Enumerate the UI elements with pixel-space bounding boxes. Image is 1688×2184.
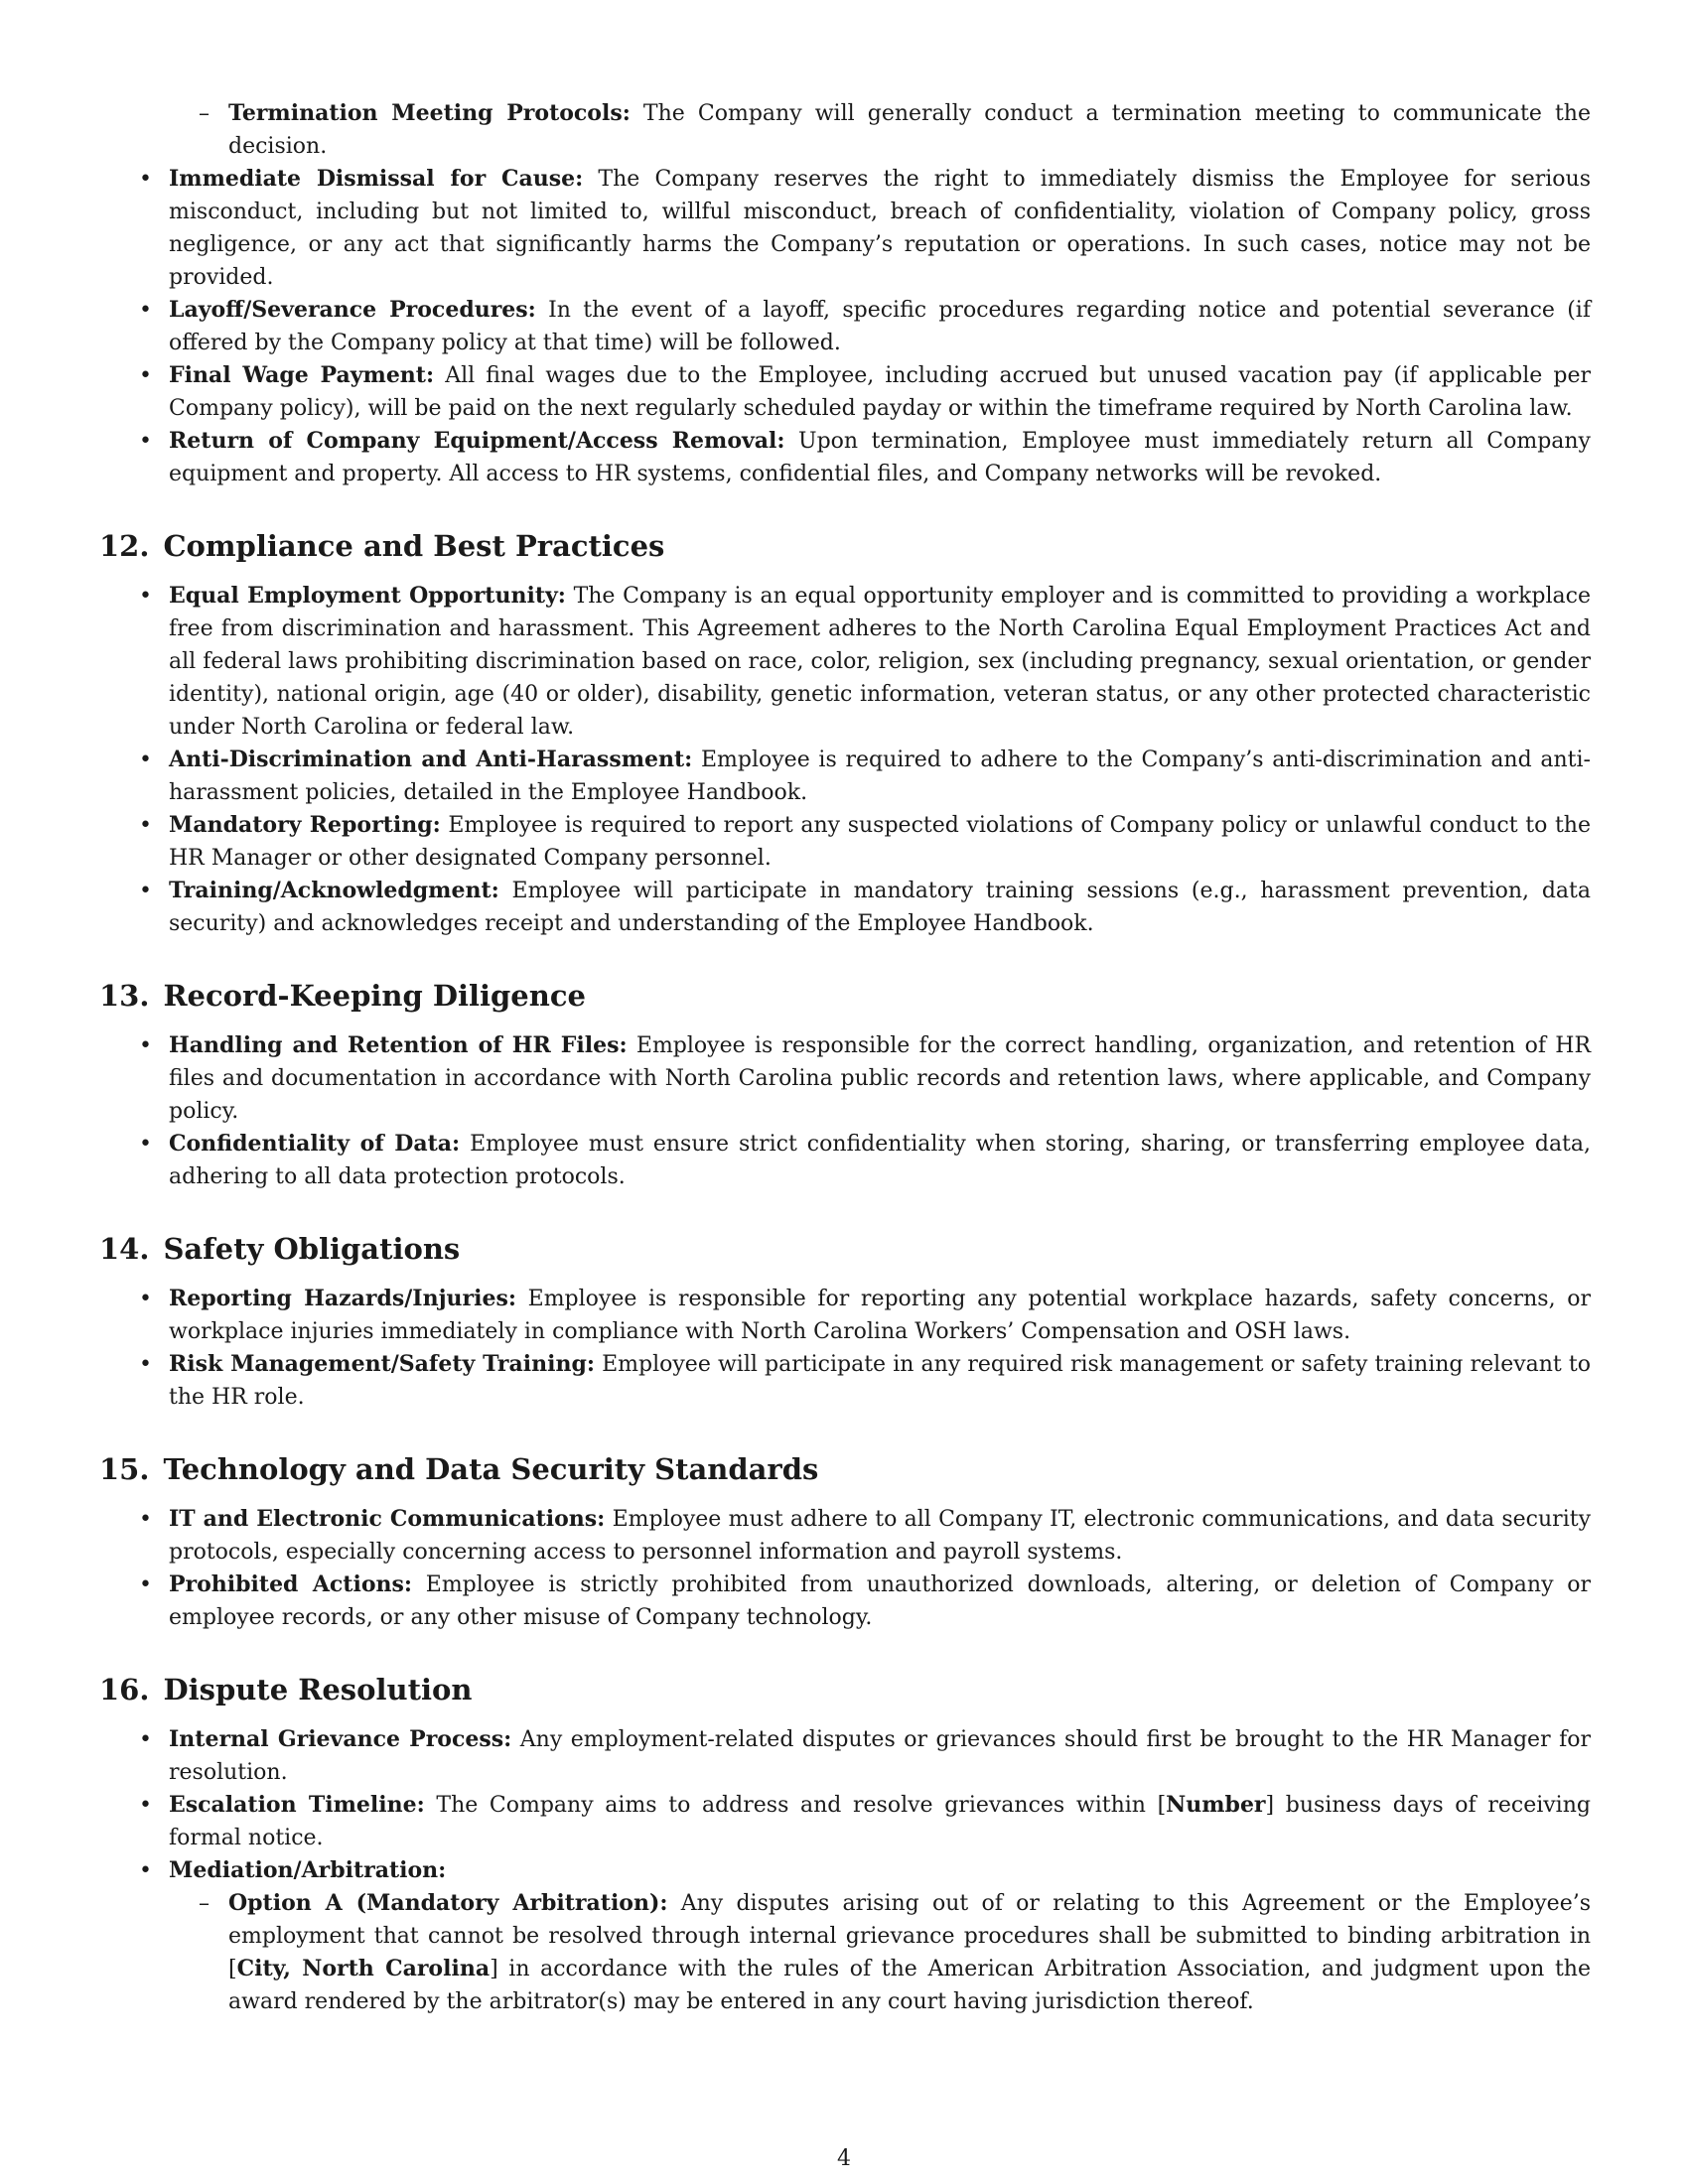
section-title: Safety Obligations [163, 1232, 461, 1266]
bullet-marker: • [139, 1033, 152, 1058]
section-heading [99, 528, 1591, 564]
list-item [99, 1854, 1591, 1887]
bullet-marker: • [139, 298, 152, 323]
bullet-marker: • [139, 748, 152, 772]
bullet-marker: • [139, 429, 152, 454]
section-list [99, 580, 1591, 940]
item-text: Employee must adhere to all Company IT, electronic communications, and data security protocols, especially concerning access to personnel information and payroll systems. [169, 1507, 1591, 1565]
item-text: Employee is responsible for reporting any potential workplace hazards, safety concerns, or workplace injuries immediately in compliance with North Carolina Workers’ Compensation and OSH laws. [169, 1287, 1591, 1344]
section-safety [99, 1231, 1591, 1414]
section-dispute-resolution [99, 1672, 1591, 2018]
item-label: Return of Company Equipment/Access Removal: [169, 428, 785, 454]
section-heading [99, 1451, 1591, 1487]
item-label: Option A (Mandatory Arbitration): [228, 1890, 668, 1916]
bullet-marker: • [139, 363, 152, 388]
list-item [99, 580, 1591, 744]
item-text: The Company aims to address and resolve grievances within [ [424, 1793, 1167, 1818]
item-text: All final wages due to the Employee, including accrued but unused vacation pay (if applicable per Company policy), will be paid on the next regularly scheduled payday or within the timeframe required by North Carolina law. [169, 363, 1591, 421]
section-title: Compliance and Best Practices [163, 529, 665, 563]
item-label: Risk Management/Safety Training: [169, 1351, 595, 1377]
document-page [99, 97, 1591, 2018]
section-heading [99, 1231, 1591, 1267]
section-number: 16. [99, 1673, 150, 1706]
item-label: Layoff/Severance Procedures: [169, 297, 536, 323]
list-item [99, 744, 1591, 809]
item-text: The Company is an equal opportunity employer and is committed to providing a workplace free from discrimination and harassment. This Agreement adheres to the North Carolina Equal Employment Practices Act and all federal laws prohibiting discrimination based on race, color, religion, sex (including pregnancy, sexual orientation, or gender identity), national origin, age (40 or older), disability, genetic information, veteran status, or any other protected characteristic under North Carolina or federal law. [169, 584, 1591, 740]
bullet-marker: • [139, 1352, 152, 1377]
bullet-marker: • [139, 879, 152, 903]
section-title: Technology and Data Security Standards [163, 1452, 819, 1486]
list-subitem [99, 97, 1591, 163]
list-item [99, 1283, 1591, 1348]
bullet-marker: • [139, 1858, 152, 1883]
list-item [99, 875, 1591, 940]
section-number: 14. [99, 1232, 150, 1266]
placeholder-city: City, North Carolina [236, 1956, 491, 1981]
bullet-marker: • [139, 1793, 152, 1818]
section-record-keeping [99, 978, 1591, 1193]
bullet-marker: • [139, 813, 152, 838]
list-item [99, 359, 1591, 425]
list-item [99, 1348, 1591, 1414]
list-item [99, 1723, 1591, 1789]
item-label: Final Wage Payment: [169, 362, 435, 388]
item-text: Employee will participate in any required risk management or safety training relevant to the HR role. [169, 1352, 1591, 1410]
list-item [99, 1789, 1591, 1854]
list-item [99, 425, 1591, 490]
bullet-marker: • [139, 167, 152, 192]
page-number: 4 [837, 2146, 851, 2171]
list-subitem [99, 1887, 1591, 2018]
bullet-marker: • [139, 1287, 152, 1311]
item-text: Any employment-related disputes or grievances should first be brought to the HR Manager for resolution. [169, 1727, 1591, 1785]
item-label: Escalation Timeline: [169, 1792, 425, 1818]
section-title: Dispute Resolution [163, 1673, 473, 1706]
item-label: Prohibited Actions: [169, 1571, 413, 1597]
item-label: Reporting Hazards/Injuries: [169, 1286, 516, 1311]
item-label: Mandatory Reporting: [169, 812, 441, 838]
item-text: Upon termination, Employee must immediately return all Company equipment and property. All access to HR systems, confidential files, and Company networks will be revoked. [169, 429, 1591, 486]
list-item [99, 1128, 1591, 1193]
item-text: Employee is required to report any suspected violations of Company policy or unlawful conduct to the HR Manager or other designated Company personnel. [169, 813, 1591, 871]
item-label: Handling and Retention of HR Files: [169, 1032, 628, 1058]
section-technology [99, 1451, 1591, 1634]
section-number: 13. [99, 979, 150, 1013]
section-list [99, 1283, 1591, 1414]
section-heading [99, 978, 1591, 1014]
item-label: Confidentiality of Data: [169, 1131, 461, 1157]
section-list [99, 1029, 1591, 1193]
list-item [99, 1503, 1591, 1569]
item-text: ] business days of receiving formal notice. [169, 1793, 1591, 1850]
item-label: Immediate Dismissal for Cause: [169, 166, 584, 192]
section-title: Record-Keeping Diligence [163, 979, 586, 1013]
section-number: 12. [99, 529, 150, 563]
item-text: Employee is responsible for the correct handling, organization, and retention of HR files and documentation in accordance with North Carolina public records and retention laws, where applicable, and Company policy. [169, 1033, 1592, 1124]
bullet-marker: • [139, 584, 152, 609]
list-item [99, 163, 1591, 294]
item-text: Employee is required to adhere to the Company’s anti-discrimination and anti-harassment policies, detailed in the Employee Handbook. [169, 748, 1591, 805]
item-text: ] in accordance with the rules of the American Arbitration Association, and judgment upon the award rendered by the arbitrator(s) may be entered in any court having jurisdiction thereof. [228, 1957, 1591, 2014]
item-label: Anti-Discrimination and Anti-Harassment: [169, 747, 693, 772]
section-list [99, 1723, 1591, 2018]
list-item [99, 1029, 1591, 1128]
bullet-marker: • [139, 1507, 152, 1532]
placeholder-number: Number [1166, 1792, 1266, 1818]
item-label: Internal Grievance Process: [169, 1726, 512, 1752]
item-label: IT and Electronic Communications: [169, 1506, 606, 1532]
section-compliance [99, 528, 1591, 940]
list-item [99, 809, 1591, 875]
list-item [99, 1569, 1591, 1634]
bullet-marker: • [139, 1727, 152, 1752]
termination-list [99, 97, 1591, 490]
item-text: Employee must ensure strict confidentiality when storing, sharing, or transferring employee data, adhering to all data protection protocols. [169, 1132, 1592, 1189]
item-text: Employee is strictly prohibited from unauthorized downloads, altering, or deletion of Company or employee records, or any other misuse of Company technology. [169, 1572, 1591, 1630]
section-number: 15. [99, 1452, 150, 1486]
item-label: Training/Acknowledgment: [169, 878, 499, 903]
item-label: Termination Meeting Protocols: [228, 100, 631, 126]
dash-marker: – [199, 1891, 210, 1916]
list-item [99, 294, 1591, 359]
item-text: Employee will participate in mandatory training sessions (e.g., harassment prevention, data security) and acknowledges receipt and understanding of the Employee Handbook. [169, 879, 1591, 936]
item-text: The Company will generally conduct a termination meeting to communicate the decision. [228, 101, 1591, 159]
item-label: Equal Employment Opportunity: [169, 583, 566, 609]
section-list [99, 1503, 1591, 1634]
item-text: The Company reserves the right to immediately dismiss the Employee for serious misconduct, including but not limited to, willful misconduct, breach of confidentiality, violation of Company policy, gross negligence, or any act that significantly harms the Company’s reputation or operations. In such cases, notice may not be provided. [169, 167, 1592, 290]
section-heading [99, 1672, 1591, 1707]
bullet-marker: • [139, 1132, 152, 1157]
item-text: In the event of a layoff, specific procedures regarding notice and potential severance (if offered by the Company policy at that time) will be followed. [169, 298, 1591, 355]
dash-marker: – [199, 101, 210, 126]
bullet-marker: • [139, 1572, 152, 1597]
item-label: Mediation/Arbitration: [169, 1857, 447, 1883]
item-text: Any disputes arising out of or relating to this Agreement or the Employee’s employment that cannot be resolved through internal grievance procedures shall be submitted to binding arbitration in [ [228, 1891, 1591, 1981]
